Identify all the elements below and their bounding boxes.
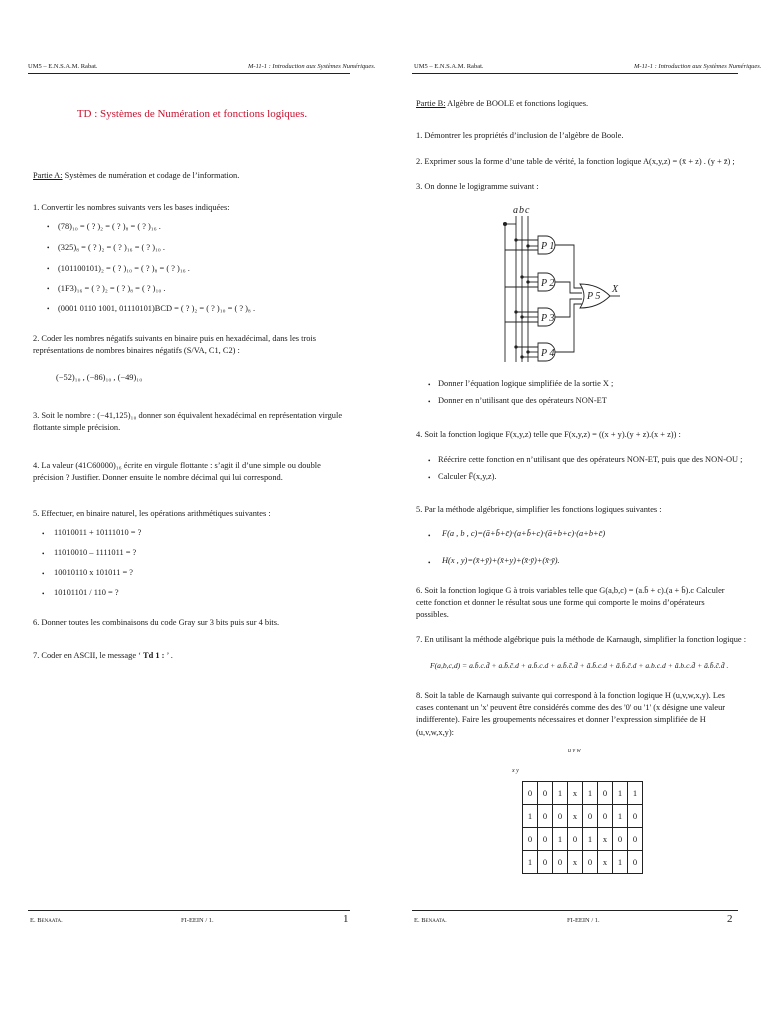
footer-center: FI-EEIN / 1.	[567, 917, 600, 924]
bullet: •	[47, 305, 50, 313]
logic-diagram	[484, 202, 624, 370]
kmap-cell: 0	[538, 782, 553, 805]
bullet: •	[42, 590, 45, 598]
question-a7	[33, 650, 173, 662]
kmap-cell: 0	[583, 851, 598, 874]
header-right: M-11-1 : Introduction aux Systèmes Numériques.	[634, 63, 762, 70]
bullet: •	[42, 550, 45, 558]
kmap-cell: 1	[583, 782, 598, 805]
question-b1: 1. Démontrer les propriétés d’inclusion de l’algèbre de Boole.	[416, 131, 624, 140]
kmap-cell: 0	[583, 805, 598, 828]
kmap-cell: 1	[583, 828, 598, 851]
kmap-cell: 0	[598, 805, 613, 828]
footer-author: E. Benaata.	[30, 917, 63, 924]
a5-item-2: 11010010 – 1111011 = ?	[54, 548, 137, 557]
kmap-cell: 1	[523, 805, 538, 828]
a2-values: (−52)₁₀ , (−86)₁₀ , (−49)₁₀	[56, 373, 143, 382]
question-b5: 5. Par la méthode algébrique, simplifier les fonctions logiques suivantes :	[416, 505, 662, 514]
kmap-row	[523, 851, 643, 874]
kmap-cell: 0	[523, 828, 538, 851]
karnaugh-map	[522, 781, 643, 874]
bullet: •	[47, 285, 50, 293]
kmap-cell: 1	[553, 828, 568, 851]
question-b8: 8. Soit la table de Karnaugh suivante qui correspond à la fonction logique H (u,v,w,x,y). Les cases contenant un 'x' peuvent être considérés comme des des '0' ou '1' (x désigne une valeur indifferente). Faire les groupements nécessaires et donner l’expression simplifiée de H (u,v,w,x,y):	[416, 691, 726, 737]
input-a-label: a	[513, 205, 518, 216]
gate-p3-label: P 3	[541, 313, 555, 324]
question-b6: 6. Soit la fonction logique G à trois variables telle que G(a,b,c) = (a.b̄ + c).(a + b̄).c Calculer cette fonction et donner le résultat sous une forme qui comporte le moins d’opérateurs possibles.	[416, 586, 725, 620]
b5-f-equation: F(a , b , c)=(ā+b̄+c̄)·(a+b̄+c)·(ā+b+c)·(a+b+c̄)	[442, 529, 606, 538]
footer-center: FI-EEIN / 1.	[181, 917, 214, 924]
kmap-cell: 0	[628, 805, 643, 828]
kmap-cell: 0	[523, 782, 538, 805]
bullet: •	[47, 244, 50, 252]
a1-item-5: (0001 0110 1001, 01110101)BCD = ( ? )₂ = ( ? )₁₀ = ( ? )₈ .	[58, 304, 256, 313]
kmap-cell: 1	[628, 782, 643, 805]
gate-p4-label: P 4	[541, 348, 555, 359]
a1-item-1: (78)₁₀ = ( ? )₂ = ( ? )₈ = ( ? )₁₆ .	[58, 222, 161, 231]
kmap-col-label: u v w	[568, 748, 581, 754]
kmap-cell: 0	[628, 851, 643, 874]
a5-item-4: 10101101 / 110 = ?	[54, 588, 119, 597]
header-left: UM5 – E.N.S.A.M. Rabat.	[28, 63, 98, 70]
part-b-text: Algèbre de BOOLE et fonctions logiques.	[445, 99, 589, 108]
question-a1: 1. Convertir les nombres suivants vers les bases indiquées:	[33, 203, 230, 212]
kmap-cell: 0	[538, 828, 553, 851]
question-b7: 7. En utilisant la méthode algébrique puis la méthode de Karnaugh, simplifier la fonction logique :	[416, 635, 747, 644]
kmap-row	[523, 782, 643, 805]
kmap-cell: 0	[613, 828, 628, 851]
bullet: •	[42, 570, 45, 578]
question-a4: 4. La valeur (41C60000)₁₆ écrite en virgule flottante : s’agit il d’une simple ou double précision ? Justifier. Donner ensuite le nombre décimal qui lui correspond.	[33, 461, 321, 483]
b4-item-2: Calculer F̄(x,y,z).	[438, 472, 497, 481]
input-c-label: c	[525, 205, 530, 216]
bullet: •	[428, 381, 431, 389]
gate-p2-label: P 2	[541, 278, 555, 289]
bullet: •	[428, 474, 431, 482]
kmap-row-label: x y	[512, 768, 519, 774]
bullet: •	[428, 457, 431, 465]
b3-item-1: Donner l’équation logique simplifiée de la sortie X ;	[438, 379, 614, 388]
kmap-cell: x	[598, 851, 613, 874]
kmap-cell: 0	[553, 851, 568, 874]
kmap-cell: 1	[553, 782, 568, 805]
question-a6: 6. Donner toutes les combinaisons du code Gray sur 3 bits puis sur 4 bits.	[33, 618, 280, 627]
bullet: •	[42, 530, 45, 538]
page-title: TD : Systèmes de Numération et fonctions logiques.	[76, 108, 308, 120]
part-b-label: Partie B:	[416, 99, 446, 108]
kmap-cell: 0	[538, 805, 553, 828]
kmap-cell: 1	[523, 851, 538, 874]
a1-item-4: (1F3)₁₆ = ( ? )₂ = ( ? )₈ = ( ? )₁₀ .	[58, 284, 166, 293]
kmap-cell: 0	[598, 782, 613, 805]
footer-rule	[28, 910, 350, 911]
kmap-cell: 1	[613, 782, 628, 805]
footer-author: E. Benaata.	[414, 917, 447, 924]
b7-equation: F(a,b,c,d) = a.b̄.c.d̄ + a.b̄.c̄.d + a.b̄.c.d + a.b̄.c̄.d̄ + ā.b̄.c.d + ā.b̄.c̄.d + a.b.c.d + ā.b.c.d̄ + ā.b̄.c̄.d̄ .	[430, 661, 729, 670]
gate-p5-label: P 5	[587, 291, 601, 302]
bullet: •	[428, 532, 431, 540]
bullet: •	[47, 265, 50, 273]
question-a2: 2. Coder les nombres négatifs suivants en binaire puis en hexadécimal, dans les trois représentations de nombres binaires négatifs (S/VA, C1, C2) :	[33, 334, 317, 356]
a7-suffix: ’ .	[164, 651, 173, 660]
bullet: •	[428, 398, 431, 406]
part-a-heading	[33, 170, 239, 182]
kmap-cell: x	[568, 782, 583, 805]
kmap-cell: 0	[568, 828, 583, 851]
header-left: UM5 – E.N.S.A.M. Rabat.	[414, 63, 484, 70]
question-b2: 2. Exprimer sous la forme d’une table de vérité, la fonction logique A(x,y,z) = (x̄ + z) . (y + z̄) ;	[416, 157, 735, 166]
output-x-label: X	[612, 284, 619, 295]
a7-prefix: 7. Coder en ASCII, le message ‘	[33, 651, 144, 660]
question-a5: 5. Effectuer, en binaire naturel, les opérations arithmétiques suivantes :	[33, 509, 271, 518]
part-a-text: Systèmes de numération et codage de l’information.	[62, 171, 240, 180]
part-b-heading	[416, 98, 588, 110]
kmap-cell: 1	[613, 805, 628, 828]
a7-bold: Td 1 :	[143, 651, 165, 660]
kmap-cell: x	[568, 851, 583, 874]
kmap-cell: 0	[628, 828, 643, 851]
footer-rule	[412, 910, 738, 911]
b5-h-equation: H(x , y)=(x̄+ȳ)+(x̄+y)+(x̄·ȳ)+(x̄·ȳ).	[442, 556, 560, 565]
kmap-cell: 1	[613, 851, 628, 874]
b3-item-2: Donner en n’utilisant que des opérateurs NON-ET	[438, 396, 607, 405]
page-number: 2	[727, 913, 733, 925]
a1-item-3: (101100101)₂ = ( ? )₁₀ = ( ? )₈ = ( ? )₁₆ .	[58, 264, 190, 273]
part-a-label: Partie A:	[33, 171, 63, 180]
header-rule	[28, 73, 350, 74]
page-2	[384, 0, 768, 1024]
kmap-cell: 0	[538, 851, 553, 874]
header-rule	[412, 73, 738, 74]
bullet: •	[428, 559, 431, 567]
header-right: M-11-1 : Introduction aux Systèmes Numériques.	[248, 63, 376, 70]
bullet: •	[47, 223, 50, 231]
question-a3: 3. Soit le nombre : (−41,125)₁₀ donner son équivalent hexadécimal en représentation virgule flottante simple précision.	[33, 411, 343, 433]
input-b-label: b	[519, 205, 524, 216]
kmap-cell: 0	[553, 805, 568, 828]
page-number: 1	[343, 913, 349, 925]
a5-item-3: 10010110 x 101011 = ?	[54, 568, 134, 577]
b4-item-1: Réécrire cette fonction en n’utilisant que des opérateurs NON-ET, puis que des NON-OU ;	[438, 455, 743, 464]
kmap-row	[523, 828, 643, 851]
kmap-row	[523, 805, 643, 828]
a1-item-2: (325)₈ = ( ? )₂ = ( ? )₁₆ = ( ? )₁₀ .	[58, 243, 166, 252]
question-b4: 4. Soit la fonction logique F(x,y,z) telle que F(x,y,z) = ((x + y).(y + z).(x + z)) :	[416, 430, 681, 439]
kmap-cell: x	[568, 805, 583, 828]
a5-item-1: 11010011 + 10111010 = ?	[54, 528, 142, 537]
question-b3: 3. On donne le logigramme suivant :	[416, 182, 539, 191]
kmap-cell: x	[598, 828, 613, 851]
gate-p1-label: P 1	[541, 241, 555, 252]
